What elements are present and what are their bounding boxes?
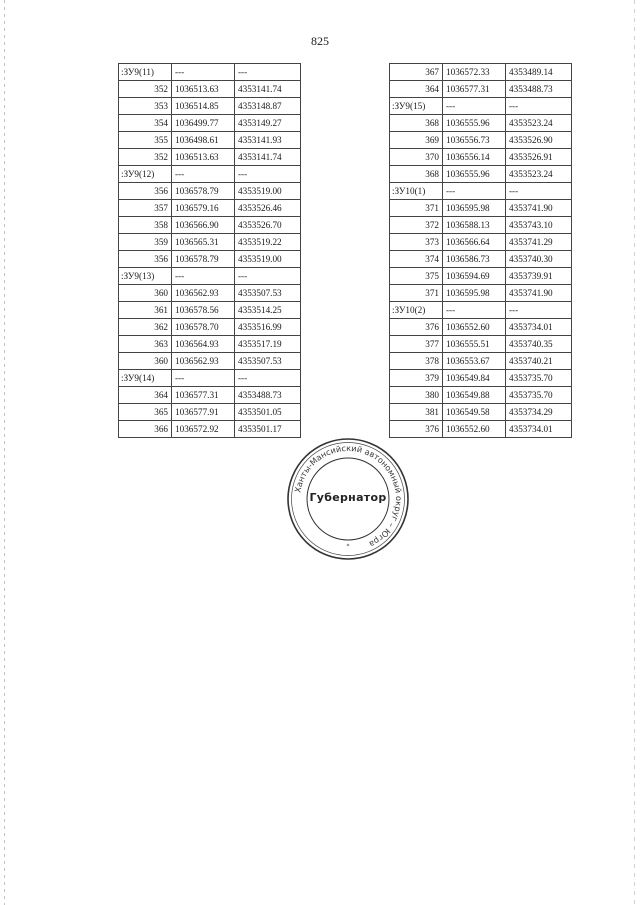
y-coordinate-cell: 4353735.70 [506,387,572,404]
official-seal [286,437,410,561]
x-coordinate-cell: 1036577.31 [172,387,235,404]
y-coordinate-cell: 4353507.53 [235,285,301,302]
table-row [390,353,572,370]
y-coordinate-cell: 4353735.70 [506,370,572,387]
table-row [390,81,572,98]
y-coordinate-cell: 4353526.46 [235,200,301,217]
x-coordinate-cell: --- [172,268,235,285]
point-number-cell: 353 [119,98,172,115]
y-coordinate-cell: 4353740.21 [506,353,572,370]
table-row [390,319,572,336]
y-coordinate-cell: 4353526.90 [506,132,572,149]
x-coordinate-cell: 1036566.90 [172,217,235,234]
x-coordinate-cell: 1036578.70 [172,319,235,336]
point-number-cell: 355 [119,132,172,149]
y-coordinate-cell: --- [235,64,301,81]
x-coordinate-cell: 1036556.73 [443,132,506,149]
table-row [390,285,572,302]
point-number-cell: 371 [390,285,443,302]
y-coordinate-cell: --- [506,183,572,200]
x-coordinate-cell: 1036562.93 [172,285,235,302]
section-header-row [119,268,301,285]
section-header-row [390,183,572,200]
y-coordinate-cell: 4353141.93 [235,132,301,149]
point-number-cell: 366 [119,421,172,438]
y-coordinate-cell: 4353488.73 [506,81,572,98]
table-row [119,404,301,421]
x-coordinate-cell: 1036555.51 [443,336,506,353]
table-row [390,234,572,251]
y-coordinate-cell: 4353740.30 [506,251,572,268]
y-coordinate-cell: 4353741.90 [506,200,572,217]
point-number-cell: :ЗУ10(2) [390,302,443,319]
x-coordinate-cell: 1036595.98 [443,285,506,302]
point-number-cell: 381 [390,404,443,421]
y-coordinate-cell: 4353516.99 [235,319,301,336]
point-number-cell: 356 [119,251,172,268]
table-row [390,149,572,166]
y-coordinate-cell: 4353519.22 [235,234,301,251]
y-coordinate-cell: 4353739.91 [506,268,572,285]
x-coordinate-cell: --- [443,302,506,319]
y-coordinate-cell: 4353488.73 [235,387,301,404]
x-coordinate-cell: 1036565.31 [172,234,235,251]
y-coordinate-cell: 4353741.29 [506,234,572,251]
y-coordinate-cell: 4353149.27 [235,115,301,132]
table-body [390,64,572,438]
point-number-cell: 370 [390,149,443,166]
table-row [119,81,301,98]
point-number-cell: 375 [390,268,443,285]
table-row [119,98,301,115]
point-number-cell: 377 [390,336,443,353]
table-body [119,64,301,438]
x-coordinate-cell: 1036588.13 [443,217,506,234]
point-number-cell: 380 [390,387,443,404]
table-row [390,370,572,387]
point-number-cell: 364 [390,81,443,98]
x-coordinate-cell: 1036595.98 [443,200,506,217]
x-coordinate-cell: 1036552.60 [443,421,506,438]
point-number-cell: 359 [119,234,172,251]
point-number-cell: :ЗУ10(1) [390,183,443,200]
x-coordinate-cell: 1036564.93 [172,336,235,353]
table-row [119,200,301,217]
x-coordinate-cell: 1036577.91 [172,404,235,421]
table-row [390,115,572,132]
x-coordinate-cell: 1036513.63 [172,81,235,98]
table-row [119,285,301,302]
x-coordinate-cell: 1036562.93 [172,353,235,370]
x-coordinate-cell: 1036514.85 [172,98,235,115]
scan-edge-right [634,0,635,905]
x-coordinate-cell: 1036572.33 [443,64,506,81]
x-coordinate-cell: --- [172,370,235,387]
table-row [390,64,572,81]
table-row [390,421,572,438]
table-row [390,166,572,183]
table-row [119,319,301,336]
y-coordinate-cell: 4353740.35 [506,336,572,353]
point-number-cell: 378 [390,353,443,370]
table-row [119,132,301,149]
point-number-cell: 356 [119,183,172,200]
point-number-cell: 376 [390,421,443,438]
x-coordinate-cell: 1036549.58 [443,404,506,421]
point-number-cell: 372 [390,217,443,234]
table-row [119,421,301,438]
x-coordinate-cell: 1036555.96 [443,166,506,183]
section-header-row [119,166,301,183]
point-number-cell: 358 [119,217,172,234]
section-header-row [390,302,572,319]
y-coordinate-cell: 4353523.24 [506,115,572,132]
y-coordinate-cell: 4353734.01 [506,319,572,336]
y-coordinate-cell: 4353526.91 [506,149,572,166]
table-row [119,387,301,404]
point-number-cell: 363 [119,336,172,353]
point-number-cell: 361 [119,302,172,319]
y-coordinate-cell: --- [235,268,301,285]
table-row [390,217,572,234]
table-row [119,183,301,200]
table-row [119,217,301,234]
y-coordinate-cell: 4353148.87 [235,98,301,115]
point-number-cell: 357 [119,200,172,217]
seal-center-text: Губернатор [309,491,387,504]
page-number: 825 [311,34,329,48]
table-row [390,404,572,421]
point-number-cell: 368 [390,115,443,132]
point-number-cell: 362 [119,319,172,336]
point-number-cell: 376 [390,319,443,336]
point-number-cell: 371 [390,200,443,217]
y-coordinate-cell: --- [506,302,572,319]
x-coordinate-cell: 1036556.14 [443,149,506,166]
y-coordinate-cell: 4353501.17 [235,421,301,438]
x-coordinate-cell: 1036578.56 [172,302,235,319]
point-number-cell: 368 [390,166,443,183]
point-number-cell: 365 [119,404,172,421]
x-coordinate-cell: 1036586.73 [443,251,506,268]
y-coordinate-cell: 4353489.14 [506,64,572,81]
section-header-row [390,98,572,115]
section-header-row [119,64,301,81]
point-number-cell: :ЗУ9(14) [119,370,172,387]
point-number-cell: 374 [390,251,443,268]
table-row [390,387,572,404]
table-row [119,353,301,370]
y-coordinate-cell: 4353526.70 [235,217,301,234]
point-number-cell: :ЗУ9(13) [119,268,172,285]
x-coordinate-cell: 1036572.92 [172,421,235,438]
y-coordinate-cell: 4353514.25 [235,302,301,319]
point-number-cell: 367 [390,64,443,81]
y-coordinate-cell: 4353519.00 [235,251,301,268]
x-coordinate-cell: --- [172,64,235,81]
y-coordinate-cell: 4353141.74 [235,149,301,166]
y-coordinate-cell: 4353523.24 [506,166,572,183]
x-coordinate-cell: 1036566.64 [443,234,506,251]
point-number-cell: 352 [119,149,172,166]
x-coordinate-cell: 1036549.88 [443,387,506,404]
point-number-cell: 360 [119,285,172,302]
point-number-cell: :ЗУ9(11) [119,64,172,81]
point-number-cell: 373 [390,234,443,251]
y-coordinate-cell: 4353741.90 [506,285,572,302]
table-row [119,234,301,251]
table-row [119,115,301,132]
y-coordinate-cell: 4353501.05 [235,404,301,421]
y-coordinate-cell: --- [506,98,572,115]
y-coordinate-cell: 4353734.29 [506,404,572,421]
x-coordinate-cell: 1036578.79 [172,183,235,200]
point-number-cell: :ЗУ9(12) [119,166,172,183]
y-coordinate-cell: 4353141.74 [235,81,301,98]
svg-text:*: * [346,543,350,550]
y-coordinate-cell: --- [235,370,301,387]
seal-ring-text: Ханты-Мансийский автономный округ – Югра [292,442,405,550]
coordinates-table-right [389,63,572,438]
point-number-cell: :ЗУ9(15) [390,98,443,115]
x-coordinate-cell: 1036555.96 [443,115,506,132]
x-coordinate-cell: 1036553.67 [443,353,506,370]
point-number-cell: 369 [390,132,443,149]
x-coordinate-cell: --- [443,98,506,115]
x-coordinate-cell: --- [172,166,235,183]
table-row [119,251,301,268]
point-number-cell: 364 [119,387,172,404]
y-coordinate-cell: 4353743.10 [506,217,572,234]
point-number-cell: 354 [119,115,172,132]
y-coordinate-cell: --- [235,166,301,183]
table-row [119,302,301,319]
point-number-cell: 352 [119,81,172,98]
coordinates-table-left [118,63,301,438]
x-coordinate-cell: 1036499.77 [172,115,235,132]
x-coordinate-cell: 1036549.84 [443,370,506,387]
y-coordinate-cell: 4353507.53 [235,353,301,370]
point-number-cell: 379 [390,370,443,387]
scan-edge-left [4,0,5,905]
x-coordinate-cell: 1036577.31 [443,81,506,98]
x-coordinate-cell: 1036594.69 [443,268,506,285]
table-row [390,200,572,217]
x-coordinate-cell: --- [443,183,506,200]
x-coordinate-cell: 1036498.61 [172,132,235,149]
table-row [390,251,572,268]
table-row [390,268,572,285]
y-coordinate-cell: 4353519.00 [235,183,301,200]
y-coordinate-cell: 4353734.01 [506,421,572,438]
table-row [119,336,301,353]
y-coordinate-cell: 4353517.19 [235,336,301,353]
section-header-row [119,370,301,387]
x-coordinate-cell: 1036578.79 [172,251,235,268]
x-coordinate-cell: 1036579.16 [172,200,235,217]
x-coordinate-cell: 1036513.63 [172,149,235,166]
table-row [119,149,301,166]
table-row [390,132,572,149]
point-number-cell: 360 [119,353,172,370]
table-row [390,336,572,353]
x-coordinate-cell: 1036552.60 [443,319,506,336]
